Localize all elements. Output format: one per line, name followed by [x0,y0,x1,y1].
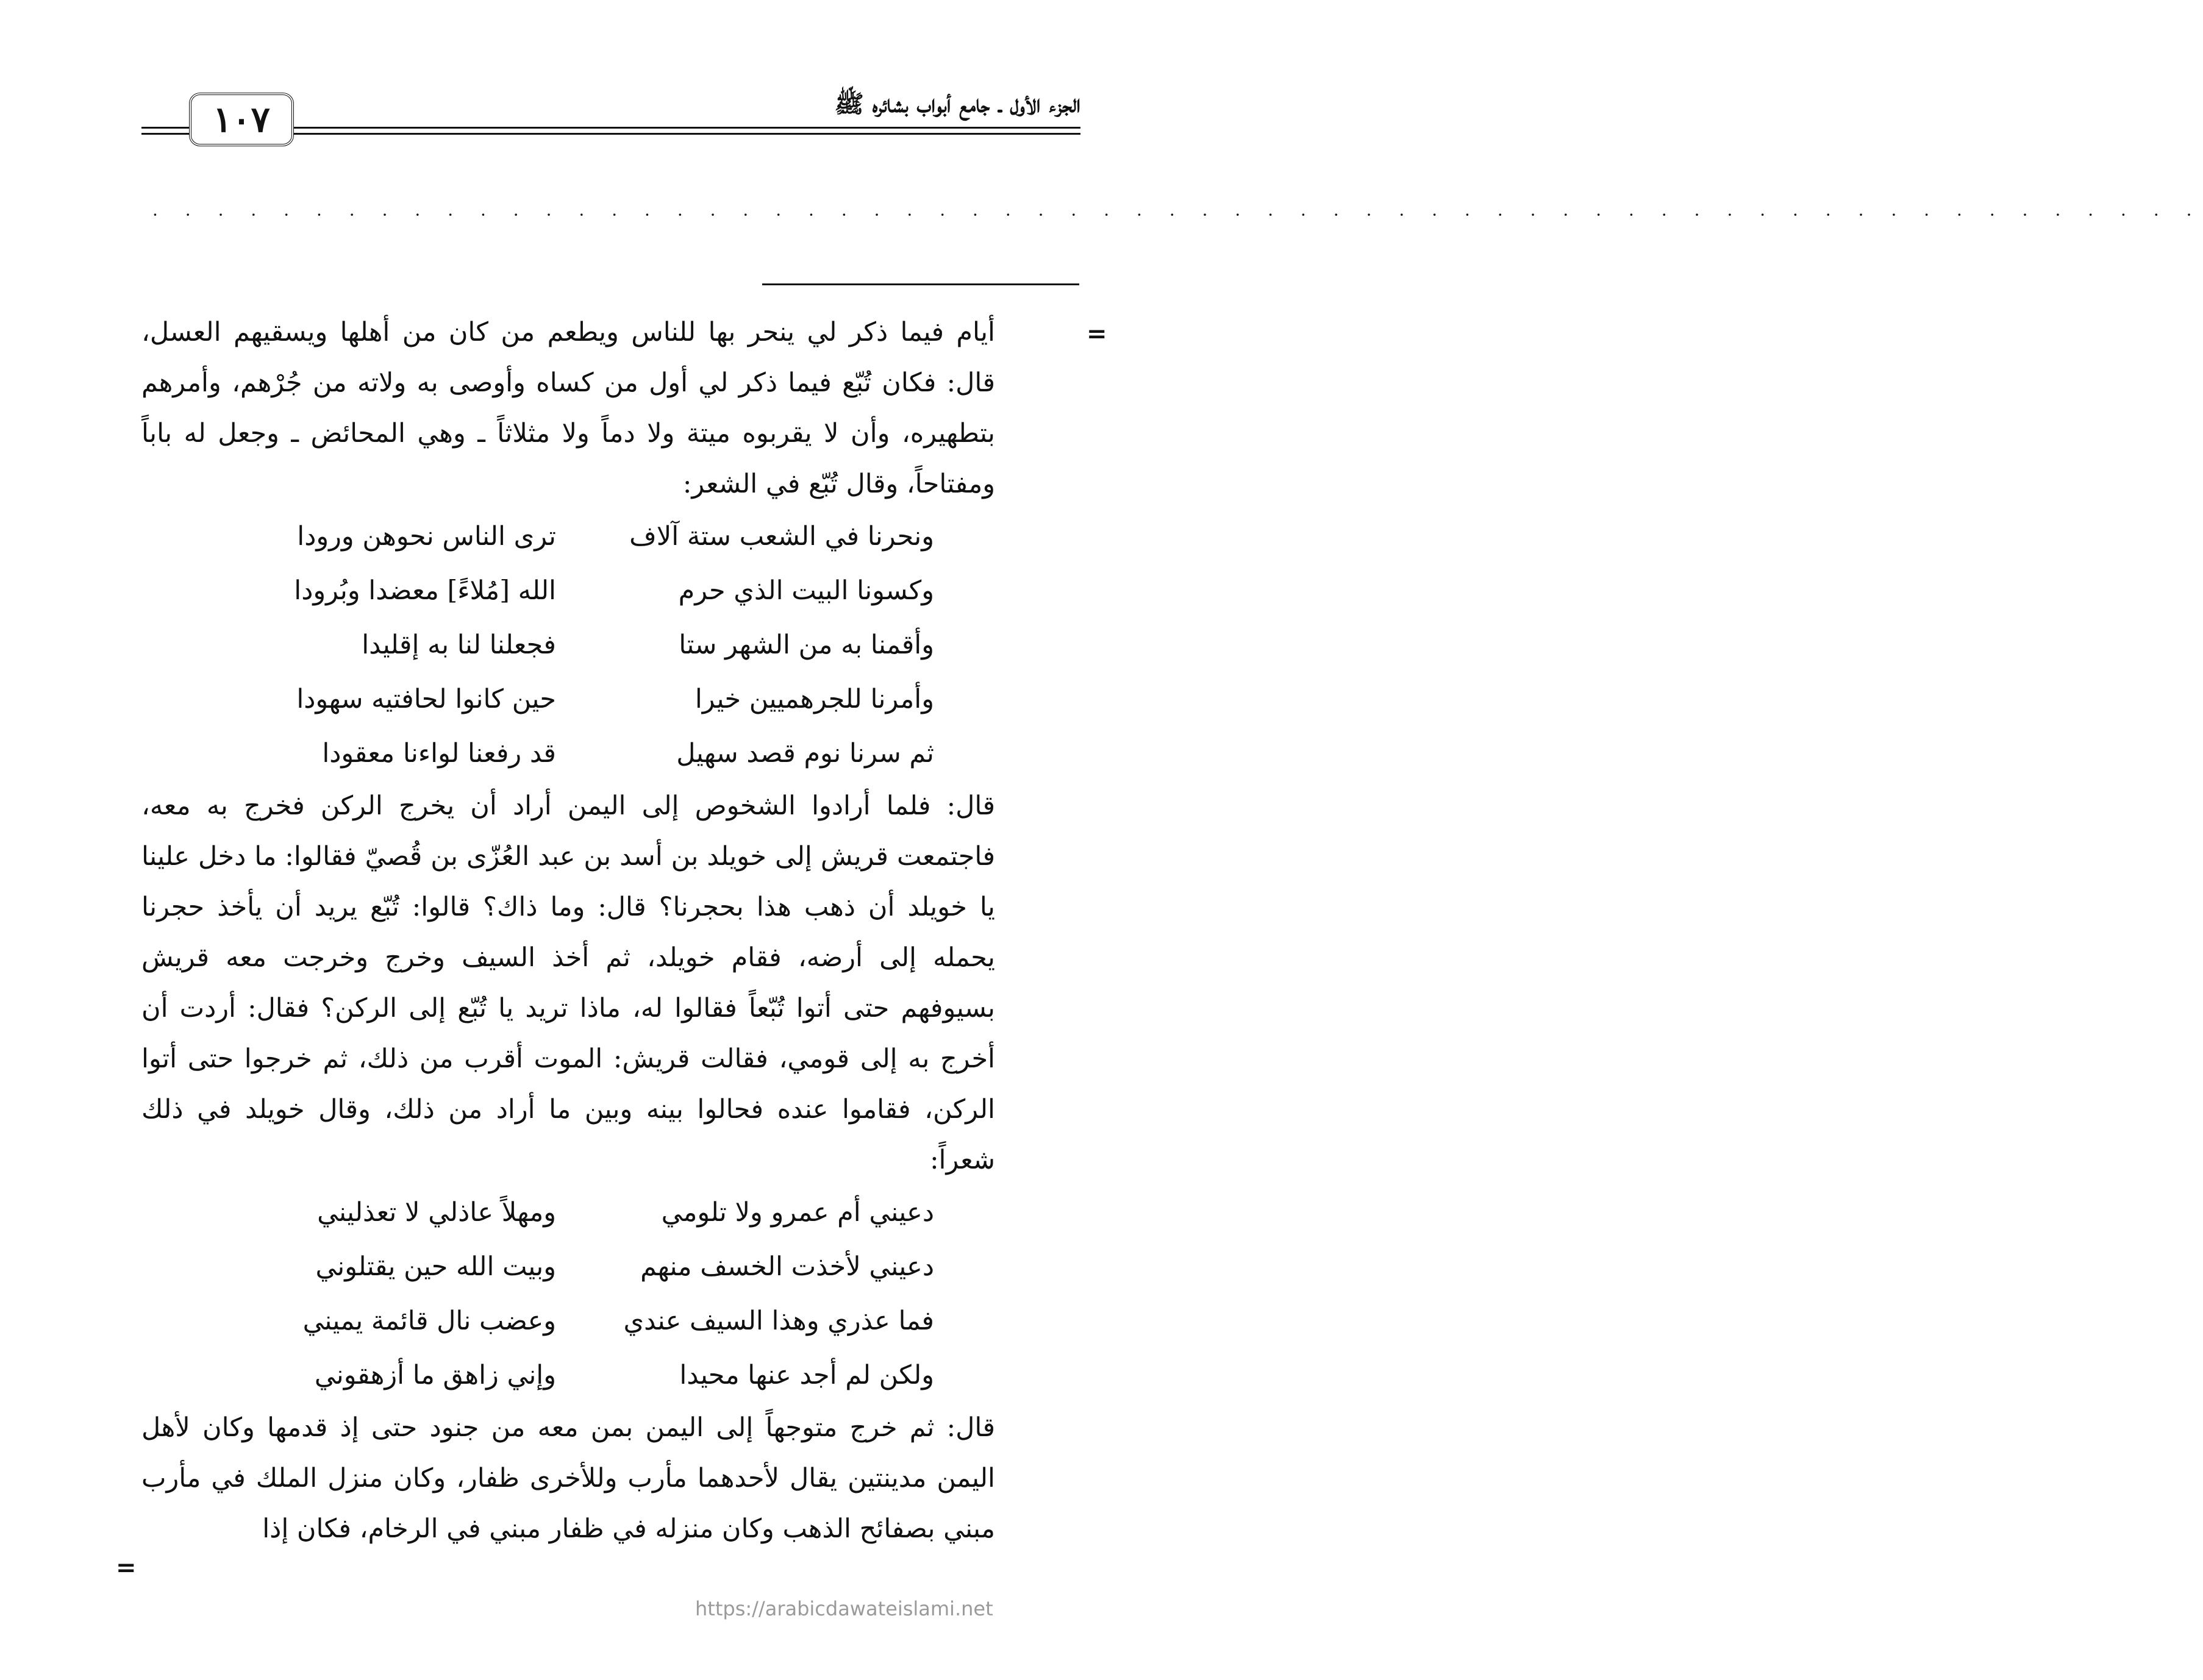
verse-first-hemistich: وكسونا البيت الذي حرم [678,575,934,606]
verse-second-hemistich: وإني زاهق ما أزهقوني [314,1360,556,1390]
verse-second-hemistich: فجعلنا لنا به إقليدا [362,630,556,660]
verse-second-hemistich: ترى الناس نحوهن ورودا [297,521,556,552]
verse [141,1186,995,1240]
verse-first-hemistich: دعيني لأخذت الخسف منهم [640,1251,934,1282]
verse-first-hemistich: ثم سرنا نوم قصد سهيل [676,738,934,769]
continued-marker: = [1087,319,1107,348]
verse [141,510,995,564]
page-number: ١٠٧ [189,93,294,146]
verse-first-hemistich: وأقمنا به من الشهر ستا [679,630,934,660]
continues-marker: = [116,1553,137,1582]
paragraph: أيام فيما ذكر لي ينحر بها للناس ويطعم من كان من أهلها ويسقيهم العسل، قال: فكان تُبّع فيما ذكر لي أول من كساه وأوصى به ولاته من جُرْهم، وأمرهم بتطهيره، وأن لا يقربوه ميتة ولا دماً ولا مثلاثاً ـ وهي المحائض ـ وجعل له باباً ومفتاحاً، وقال تُبّع في الشعر: [141,317,995,499]
verse-second-hemistich: قد رفعنا لواءنا معقودا [322,738,556,769]
verse-first-hemistich: ونحرنا في الشعب ستة آلاف [629,521,934,552]
verse-second-hemistich: الله [مُلاءً] معضدا وبُرودا [294,575,556,606]
verse-first-hemistich: فما عذري وهذا السيف عندي [623,1306,934,1336]
page-body [141,307,995,1554]
verse-second-hemistich: وبيت الله حين يقتلوني [315,1251,556,1282]
watermark: https://arabicdawateislami.net [695,1597,993,1620]
verse-second-hemistich: حين كانوا لحافتيه سهودا [296,684,556,714]
verse-second-hemistich: وعضب نال قائمة يميني [302,1306,556,1336]
verse-second-hemistich: ومهلاً عاذلي لا تعذليني [317,1197,556,1228]
poem [141,1186,995,1403]
verse [141,727,995,781]
paragraph: قال: فلما أرادوا الشخوص إلى اليمن أراد أن يخرج الركن فخرج به معه، فاجتمعت قريش إلى خويلد بن أسد بن عبد العُزّى بن قُصيّ فقالوا: ما دخل علينا يا خويلد أن ذهب هذا بحجرنا؟ قال: وما ذاك؟ قالوا: تُبّع يريد أن يأخذ حجرنا يحمله إلى أرضه، فقام خويلد، ثم أخذ السيف وخرج وخرجت معه قريش بسيوفهم حتى أتوا تُبّعاً فقالوا له، ماذا تريد يا تُبّع إلى الركن؟ فقال: أردت أن أخرج به إلى قومي، فقالت قريش: الموت أقرب من ذلك، ثم خرجوا حتى أتوا الركن، فقاموا عنده فحالوا بينه وبين ما أراد من ذلك، وقال خويلد في ذلك شعراً: [141,791,995,1175]
verse [141,1348,995,1403]
verse-first-hemistich: ولكن لم أجد عنها محيدا [679,1360,934,1390]
verse [141,618,995,672]
separator-dots: · · · · · · · · · · · · · · · · · · · · · · · · · · · · · · · · · · · · · · · · · · · · · · · · · · · · · · · · · · · · · · · [152,205,2203,225]
running-title: الجزء الأول ـ جامع أبواب بشائره ﷺ [834,90,1080,118]
verse-first-hemistich: وأمرنا للجرهميين خيرا [694,684,934,714]
verse [141,1240,995,1294]
page-header [141,80,1080,149]
footnote-rule [762,283,1079,285]
verse [141,1294,995,1348]
paragraph: قال: ثم خرج متوجهاً إلى اليمن بمن معه من جنود حتى إذ قدمها وكان لأهل اليمن مدينتين يقال لأحدهما مأرب وللأخرى ظفار، وكان منزل الملك في مأرب مبني بصفائح الذهب وكان منزله في ظفار مبني في الرخام، فكان إذا [141,1412,995,1544]
verse [141,672,995,727]
verse-first-hemistich: دعيني أم عمرو ولا تلومي [661,1197,934,1228]
verse [141,564,995,618]
poem [141,510,995,781]
